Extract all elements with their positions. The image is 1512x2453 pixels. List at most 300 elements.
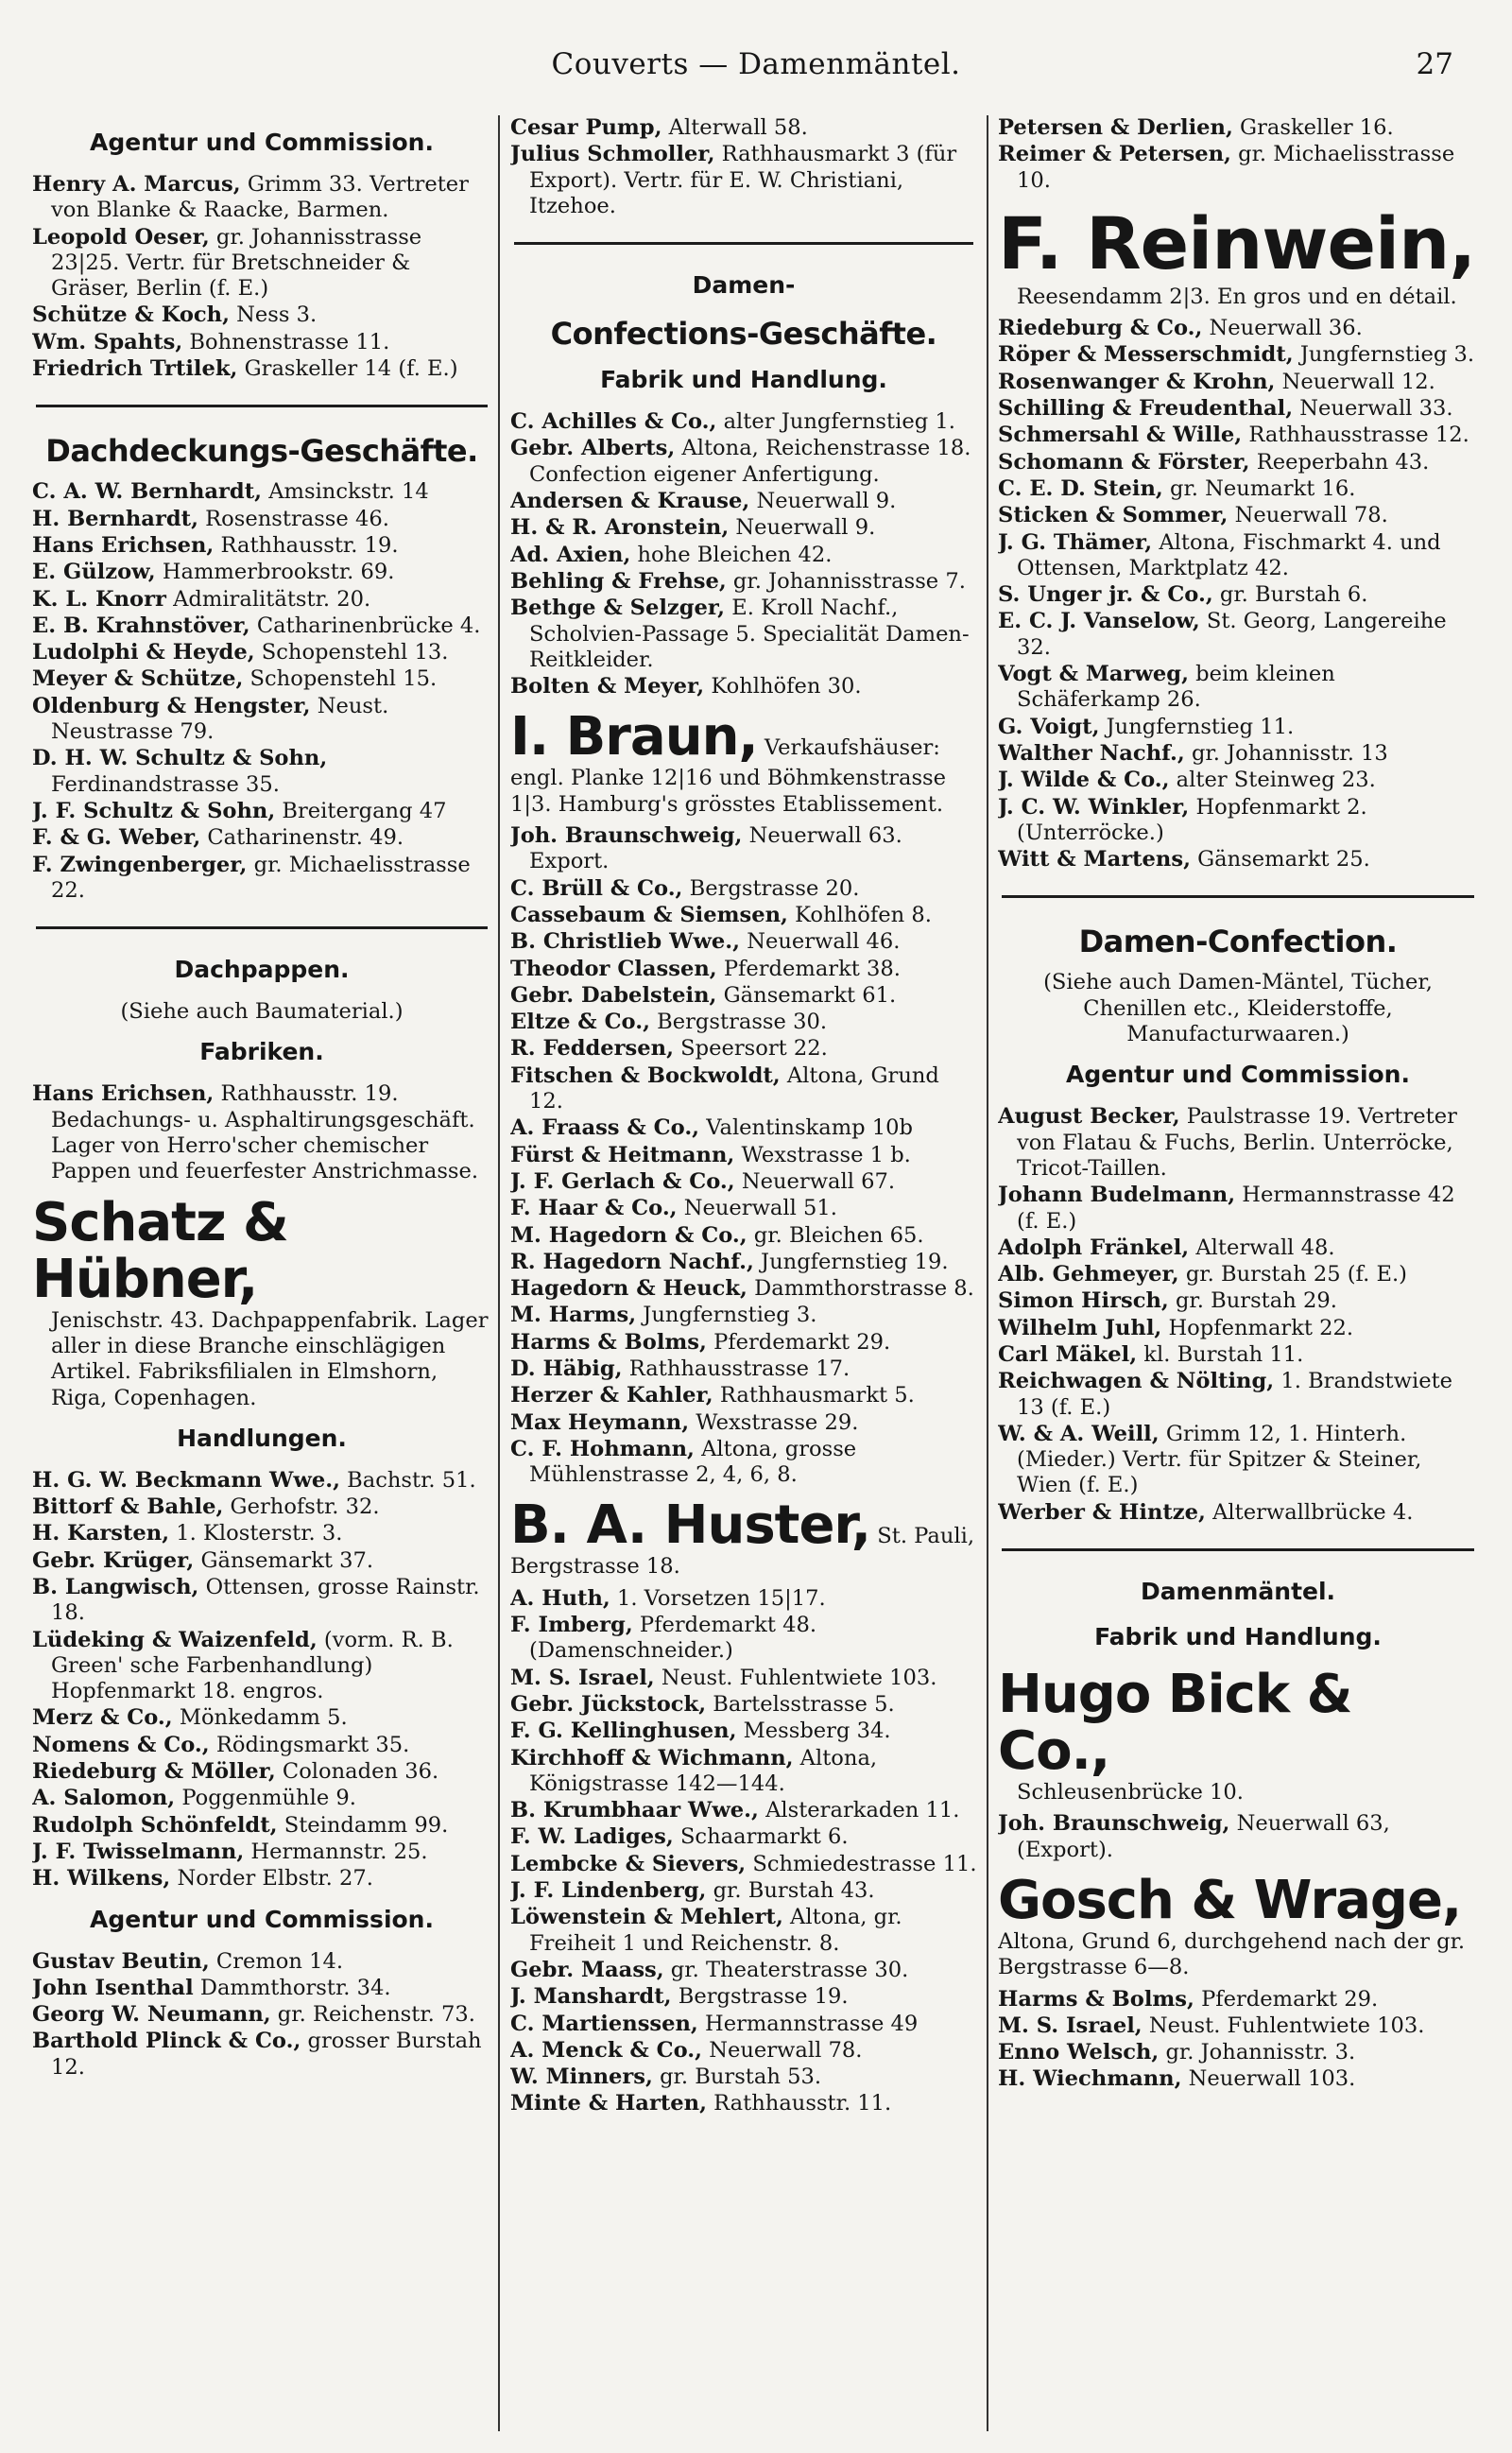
firm-address: gr. Reichenstr. 73. bbox=[270, 2002, 475, 2028]
advertiser-name: F. Reinwein, bbox=[998, 200, 1476, 285]
firm-address: Rathhausstr. 19. Bedachungs- u. Asphaltirungsgeschäft. Lager von Herro'scher chemischer Pappen und feuerfester Anstrichmasse. bbox=[51, 1081, 479, 1184]
section-rule bbox=[36, 926, 488, 929]
directory-entry bbox=[32, 172, 491, 224]
firm-name: Ludolphi & Heyde, bbox=[32, 640, 255, 665]
firm-address: Bergstrasse 19. bbox=[671, 1984, 849, 2010]
directory-entry bbox=[32, 1759, 491, 1785]
advertiser-name: I. Braun, bbox=[510, 706, 758, 769]
firm-name: Alb. Gehmeyer, bbox=[998, 1262, 1179, 1287]
firm-name: M. S. Israel, bbox=[510, 1665, 655, 1690]
firm-address: Rathhausmarkt 5. bbox=[713, 1383, 915, 1408]
firm-address: 1. Vorsetzen 15|17. bbox=[610, 1585, 826, 1611]
directory-entry bbox=[32, 356, 491, 382]
firm-name: C. E. D. Stein, bbox=[998, 475, 1163, 501]
firm-address: Ness 3. bbox=[229, 302, 318, 328]
directory-entry bbox=[32, 666, 491, 692]
firm-address: Schopenstehl 15. bbox=[243, 666, 438, 692]
advertiser-name: B. A. Huster, bbox=[510, 1494, 871, 1557]
directory-entry bbox=[998, 1422, 1478, 1499]
firm-address: Dammthorstrasse 8. bbox=[747, 1276, 974, 1302]
firm-name: A. Fraass & Co., bbox=[510, 1115, 700, 1141]
firm-address: Hammerbrookstr. 69. bbox=[155, 560, 395, 585]
firm-address: Altona, grosse Mühlenstrasse 2, 4, 6, 8. bbox=[529, 1436, 857, 1488]
firm-address: Admiralitätstr. 20. bbox=[165, 586, 371, 612]
advertiser-name: Schatz & Hübner, bbox=[32, 1191, 288, 1310]
directory-entry bbox=[510, 1356, 977, 1382]
directory-entry bbox=[510, 929, 977, 955]
firm-address: Hopfenmarkt 2. (Unterröcke.) bbox=[1017, 794, 1367, 845]
firm-address: Rathhausstrasse 12. bbox=[1242, 423, 1469, 448]
directory-entry bbox=[510, 1196, 977, 1221]
directory-entry bbox=[510, 1824, 977, 1850]
firm-address: Gänsemarkt 37. bbox=[194, 1547, 374, 1573]
directory-entry bbox=[32, 694, 491, 746]
display-advertisement bbox=[510, 706, 977, 818]
directory-entry bbox=[998, 142, 1478, 194]
directory-entry bbox=[510, 1410, 977, 1436]
firm-name: A. Huth, bbox=[510, 1585, 610, 1611]
advertiser-details: Jenischstr. 43. Dachpappenfabrik. Lager aller in diese Branche einschlägigen Artikel. Fabriksfilialen in Elmshorn, Riga, Copenhagen. bbox=[51, 1307, 489, 1410]
firm-name: Eltze & Co., bbox=[510, 1010, 650, 1035]
section-heading: Fabrik und Handlung. bbox=[600, 366, 887, 394]
firm-name: Adolph Fränkel, bbox=[998, 1235, 1190, 1260]
directory-entry bbox=[510, 1586, 977, 1612]
firm-name: Georg W. Neumann, bbox=[32, 2002, 271, 2028]
firm-address: gr. Burstah 25 (f. E.) bbox=[1178, 1262, 1407, 1287]
firm-address: Neuerwall 78. bbox=[1228, 503, 1388, 528]
directory-entry bbox=[998, 1183, 1478, 1235]
advertiser-details: Reesendamm 2|3. En gros und en détail. bbox=[1017, 284, 1457, 309]
firm-name: Hans Erichsen, bbox=[32, 1081, 215, 1107]
directory-entry bbox=[510, 569, 977, 595]
section-heading: Agentur und Commission. bbox=[90, 129, 434, 156]
firm-address: Neuerwall 12. bbox=[1275, 369, 1435, 394]
firm-name: Julius Schmoller, bbox=[510, 142, 715, 167]
cross-reference-note: (Siehe auch Baumaterial.) bbox=[120, 999, 404, 1025]
column-1 bbox=[32, 115, 491, 2431]
firm-name: Röper & Messerschmidt, bbox=[998, 342, 1294, 368]
firm-name: J. C. W. Winkler, bbox=[998, 794, 1190, 820]
firm-address: Schaarmarkt 6. bbox=[673, 1824, 849, 1850]
firm-name: Joh. Braunschweig, bbox=[510, 823, 743, 849]
directory-entry bbox=[510, 1010, 977, 1035]
directory-entry bbox=[32, 479, 491, 505]
directory-entry bbox=[32, 225, 491, 302]
display-advertisement bbox=[510, 1494, 977, 1580]
firm-address: Wexstrasse 1 b. bbox=[734, 1142, 911, 1167]
firm-address: Colonaden 36. bbox=[275, 1759, 439, 1785]
firm-name: D. H. W. Schultz & Sohn, bbox=[32, 746, 328, 771]
firm-name: Andersen & Krause, bbox=[510, 489, 750, 514]
firm-address: Bachstr. 51. bbox=[339, 1467, 476, 1493]
firm-name: Behling & Frehse, bbox=[510, 568, 727, 594]
firm-name: J. Manshardt, bbox=[510, 1984, 672, 2010]
directory-entry bbox=[510, 1437, 977, 1489]
firm-address: Neuerwall 67. bbox=[734, 1168, 896, 1194]
firm-address: Altona, Fischmarkt 4. und Ottensen, Marktplatz 42. bbox=[1017, 529, 1441, 580]
section-heading: Agentur und Commission. bbox=[1066, 1061, 1410, 1089]
firm-name: Reichwagen & Nölting, bbox=[998, 1369, 1275, 1394]
firm-name: Witt & Martens, bbox=[998, 847, 1191, 872]
firm-name: Leopold Oeser, bbox=[32, 224, 210, 250]
directory-entry bbox=[510, 903, 977, 928]
firm-name: Rosenwanger & Krohn, bbox=[998, 369, 1276, 394]
directory-entry bbox=[998, 530, 1478, 582]
firm-name: Max Heymann, bbox=[510, 1409, 690, 1435]
firm-name: Ad. Axien, bbox=[510, 542, 631, 567]
firm-name: F. Haar & Co., bbox=[510, 1196, 678, 1221]
directory-entry bbox=[998, 342, 1478, 368]
firm-name: Bittorf & Bahle, bbox=[32, 1494, 224, 1520]
advertiser-details: St. Pauli, Bergstrasse 18. bbox=[510, 1524, 975, 1580]
directory-entry bbox=[998, 2013, 1478, 2039]
firm-address: gr. Burstah 29. bbox=[1168, 1288, 1337, 1314]
firm-name: E. Gülzow, bbox=[32, 560, 156, 585]
section-heading: Agentur und Commission. bbox=[90, 1905, 434, 1933]
section-heading: Damen- bbox=[692, 271, 796, 300]
directory-entry bbox=[998, 715, 1478, 740]
firm-address: Neuerwall 46. bbox=[740, 929, 901, 955]
advertiser-name: Hugo Bick & Co., bbox=[998, 1664, 1352, 1783]
firm-address: Rathhausstrasse 17. bbox=[622, 1356, 850, 1381]
column-2 bbox=[510, 115, 977, 2431]
firm-address: Rathhausmarkt 3 (für Export). Vertr. für E. W. Christiani, Itzehoe. bbox=[529, 142, 957, 218]
firm-address: Breitergang 47 bbox=[275, 798, 447, 823]
section-heading: Confections-Geschäfte. bbox=[550, 316, 937, 353]
firm-name: Riedeburg & Möller, bbox=[32, 1759, 276, 1785]
firm-address: gr. Neumarkt 16. bbox=[1162, 475, 1356, 501]
section-rule bbox=[1002, 895, 1474, 898]
firm-address: gr. Johannisstr. 3. bbox=[1159, 2040, 1356, 2065]
firm-name: Henry A. Marcus, bbox=[32, 172, 241, 197]
directory-entry bbox=[998, 1811, 1478, 1863]
firm-address: Gänsemarkt 25. bbox=[1190, 847, 1370, 872]
directory-entry bbox=[510, 983, 977, 1009]
firm-name: Schmersahl & Wille, bbox=[998, 423, 1243, 448]
display-advertisement bbox=[998, 1664, 1478, 1805]
page-number: 27 bbox=[1416, 47, 1453, 81]
firm-address: Alterwallbrücke 4. bbox=[1205, 1499, 1414, 1525]
firm-name: Sticken & Sommer, bbox=[998, 503, 1228, 528]
directory-entry bbox=[32, 853, 491, 905]
firm-address: Jungfernstieg 3. bbox=[1293, 342, 1475, 368]
firm-address: Kohlhöfen 8. bbox=[787, 902, 932, 927]
firm-address: Neuerwall 33. bbox=[1293, 396, 1453, 422]
firm-address: Neuerwall 9. bbox=[749, 489, 897, 514]
firm-name: H. & R. Aronstein, bbox=[510, 515, 730, 541]
firm-address: Catharinenstr. 49. bbox=[200, 825, 404, 851]
directory-entry bbox=[510, 515, 977, 541]
firm-name: Wm. Spahts, bbox=[32, 329, 183, 354]
directory-entry bbox=[998, 1342, 1478, 1368]
firm-address: Jungfernstieg 19. bbox=[753, 1249, 949, 1274]
firm-address: Amsinckstr. 14 bbox=[262, 479, 429, 505]
section-heading: Fabriken. bbox=[199, 1038, 324, 1066]
firm-name: Walther Nachf., bbox=[998, 740, 1185, 766]
section-heading: Damen-Confection. bbox=[1078, 924, 1398, 960]
firm-name: Kirchhoff & Wichmann, bbox=[510, 1745, 794, 1771]
directory-entry bbox=[510, 1169, 977, 1195]
directory-entry bbox=[998, 370, 1478, 395]
firm-address: Alterwall 48. bbox=[1189, 1235, 1335, 1260]
firm-address: Cremon 14. bbox=[209, 1948, 344, 1974]
directory-entry bbox=[510, 674, 977, 700]
firm-name: Schomann & Förster, bbox=[998, 449, 1250, 475]
directory-entry bbox=[998, 2066, 1478, 2092]
firm-name: Gebr. Alberts, bbox=[510, 436, 676, 461]
firm-address: Altona, Reichenstrasse 18. Confection eigener Anfertigung. bbox=[529, 436, 971, 487]
firm-address: Poggenmühle 9. bbox=[175, 1786, 356, 1811]
directory-entry bbox=[32, 560, 491, 585]
directory-entry bbox=[510, 1143, 977, 1168]
directory-entry bbox=[32, 613, 491, 639]
advertiser-details: Altona, Grund 6, durchgehend nach der gr. Bergstrasse 6—8. bbox=[998, 1928, 1466, 1980]
firm-name: F. Zwingenberger, bbox=[32, 852, 248, 877]
firm-address: 1. Brandstwiete 13 (f. E.) bbox=[1017, 1369, 1453, 1420]
firm-address: Pferdemarkt 29. bbox=[1194, 1986, 1379, 2012]
directory-entry bbox=[510, 543, 977, 568]
firm-address: gr. Burstah 53. bbox=[652, 2064, 821, 2090]
directory-entry bbox=[32, 1813, 491, 1839]
running-head bbox=[0, 43, 1512, 91]
page-title: Couverts — Damenmäntel. bbox=[551, 47, 961, 81]
firm-address: Bartelsstrasse 5. bbox=[706, 1691, 895, 1717]
firm-name: M. Harms, bbox=[510, 1303, 637, 1328]
directory-entry bbox=[510, 957, 977, 982]
directory-entry bbox=[510, 1798, 977, 1823]
firm-name: Harms & Bolms, bbox=[998, 1986, 1194, 2012]
directory-entry bbox=[32, 1468, 491, 1494]
firm-name: F. Imberg, bbox=[510, 1613, 633, 1638]
directory-entry bbox=[998, 1235, 1478, 1261]
firm-address: St. Georg, Langereihe 32. bbox=[1017, 609, 1447, 660]
cross-reference-note: (Siehe auch Damen-Mäntel, Tücher, Chenillen etc., Kleiderstoffe, Manufacturwaaren.) bbox=[1043, 970, 1433, 1047]
firm-name: Johann Budelmann, bbox=[998, 1183, 1236, 1208]
directory-entry bbox=[32, 1949, 491, 1975]
firm-address: Pferdemarkt 38. bbox=[716, 956, 901, 981]
directory-entry bbox=[998, 768, 1478, 793]
firm-name: J. F. Twisselmann, bbox=[32, 1839, 245, 1864]
firm-name: C. Brüll & Co., bbox=[510, 875, 683, 901]
firm-address: gr. Johannisstrasse 23|25. Vertr. für Bretschneider & Gräser, Berlin (f. E.) bbox=[51, 224, 422, 302]
firm-address: Hermannstrasse 49 bbox=[697, 2011, 919, 2036]
firm-address: gr. Theaterstrasse 30. bbox=[663, 1957, 909, 1982]
firm-address: gr. Bleichen 65. bbox=[747, 1222, 924, 1248]
firm-address: Grimm 12, 1. Hinterh. (Mieder.) Vertr. für Spitzer & Steiner, Wien (f. E.) bbox=[1017, 1421, 1422, 1498]
firm-address: Neuerwall 36. bbox=[1202, 316, 1363, 341]
directory-entry bbox=[510, 1719, 977, 1744]
display-advertisement bbox=[998, 200, 1478, 310]
firm-name: A. Menck & Co., bbox=[510, 2037, 703, 2063]
firm-name: Werber & Hintze, bbox=[998, 1499, 1206, 1525]
firm-name: C. F. Hohmann, bbox=[510, 1436, 695, 1461]
directory-entry bbox=[510, 1984, 977, 2010]
directory-entry bbox=[32, 746, 491, 798]
advertiser-details-block bbox=[998, 1780, 1478, 1805]
directory-entry bbox=[510, 1276, 977, 1302]
firm-name: W. & A. Weill, bbox=[998, 1421, 1160, 1446]
firm-name: H. Karsten, bbox=[32, 1521, 170, 1546]
firm-name: Hagedorn & Heuck, bbox=[510, 1276, 747, 1302]
directory-entry bbox=[998, 1987, 1478, 2012]
directory-entry bbox=[32, 640, 491, 665]
firm-address: grosser Burstah 12. bbox=[51, 2029, 482, 2080]
directory-entry bbox=[510, 1250, 977, 1275]
firm-name: Vogt & Marweg, bbox=[998, 662, 1189, 687]
firm-address: Norder Elbstr. 27. bbox=[170, 1866, 373, 1892]
directory-entry bbox=[998, 115, 1478, 141]
firm-name: R. Hagedorn Nachf., bbox=[510, 1249, 754, 1274]
firm-name: J. F. Gerlach & Co., bbox=[510, 1168, 735, 1194]
directory-entry bbox=[998, 741, 1478, 767]
directory-entry bbox=[510, 1958, 977, 1983]
directory-entry bbox=[998, 609, 1478, 661]
directory-entry bbox=[510, 436, 977, 488]
firm-address: Speersort 22. bbox=[673, 1036, 828, 1062]
column-divider bbox=[498, 115, 500, 2431]
directory-entry bbox=[32, 507, 491, 532]
firm-address: Ferdinandstrasse 35. bbox=[51, 771, 280, 797]
firm-name: Simon Hirsch, bbox=[998, 1288, 1169, 1314]
firm-address: Ottensen, grosse Rainstr. 18. bbox=[51, 1574, 480, 1626]
directory-entry bbox=[510, 409, 977, 435]
firm-name: H. Wilkens, bbox=[32, 1866, 171, 1892]
directory-entry bbox=[32, 1521, 491, 1546]
directory-entry bbox=[32, 1494, 491, 1520]
firm-name: J. F. Lindenberg, bbox=[510, 1878, 707, 1904]
directory-entry bbox=[510, 1852, 977, 1877]
directory-entry bbox=[998, 662, 1478, 714]
firm-name: J. Wilde & Co., bbox=[998, 768, 1170, 793]
directory-entry bbox=[510, 1303, 977, 1328]
section-heading: Handlungen. bbox=[177, 1424, 347, 1452]
directory-entry bbox=[510, 2038, 977, 2064]
directory-entry bbox=[32, 1575, 491, 1627]
firm-name: Wilhelm Juhl, bbox=[998, 1315, 1162, 1340]
firm-address: Dammthorstr. 34. bbox=[193, 1975, 391, 2000]
firm-address: Grimm 33. Vertreter von Blanke & Raacke, Barmen. bbox=[51, 172, 469, 223]
firm-name: F. & G. Weber, bbox=[32, 825, 201, 851]
directory-entry bbox=[32, 587, 491, 613]
firm-address: Neust. Neustrasse 79. bbox=[51, 693, 389, 745]
firm-name: Cesar Pump, bbox=[510, 115, 662, 140]
firm-address: Pferdemarkt 48. (Damenschneider.) bbox=[529, 1613, 817, 1664]
advertiser-details: Schleusenbrücke 10. bbox=[1017, 1780, 1244, 1805]
firm-address: gr. Johannisstrasse 7. bbox=[726, 568, 966, 594]
firm-name: G. Voigt, bbox=[998, 714, 1100, 739]
firm-name: H. G. W. Beckmann Wwe., bbox=[32, 1467, 340, 1493]
firm-address: Neust. Fuhlentwiete 103. bbox=[654, 1665, 937, 1690]
firm-address: (vorm. R. B. Green' sche Farbenhandlung) Hopfenmarkt 18. engros. bbox=[51, 1627, 454, 1704]
firm-address: Altona, Grund 12. bbox=[529, 1062, 939, 1114]
firm-address: Catharinenbrücke 4. bbox=[249, 613, 481, 638]
firm-name: Bolten & Meyer, bbox=[510, 674, 705, 700]
firm-name: M. Hagedorn & Co., bbox=[510, 1222, 747, 1248]
firm-address: alter Steinweg 23. bbox=[1169, 768, 1376, 793]
firm-address: Alterwall 58. bbox=[662, 115, 808, 140]
column-divider bbox=[987, 115, 988, 2431]
firm-name: Friedrich Trtilek, bbox=[32, 356, 238, 382]
firm-name: J. G. Thämer, bbox=[998, 529, 1153, 555]
firm-address: Neust. Fuhlentwiete 103. bbox=[1142, 2012, 1425, 2038]
firm-address: gr. Johannisstr. 13 bbox=[1184, 740, 1388, 766]
firm-address: Pferdemarkt 29. bbox=[706, 1329, 891, 1355]
section-heading: Dachpappen. bbox=[174, 956, 350, 984]
firm-address: gr. Michaelisstrasse 10. bbox=[1017, 142, 1455, 193]
firm-name: H. Bernhardt, bbox=[32, 506, 198, 531]
section-heading: Fabrik und Handlung. bbox=[1094, 1623, 1382, 1651]
directory-entry bbox=[32, 1866, 491, 1892]
firm-address: E. Kroll Nachf., Scholvien-Passage 5. Specialität Damen-Reitkleider. bbox=[529, 596, 970, 672]
display-advertisement bbox=[998, 1869, 1478, 1981]
display-advertisement bbox=[32, 1191, 491, 1411]
directory-entry bbox=[510, 1223, 977, 1249]
firm-name: E. C. J. Vanselow, bbox=[998, 609, 1200, 634]
firm-address: Neuerwall 51. bbox=[677, 1196, 837, 1221]
firm-name: Herzer & Kahler, bbox=[510, 1383, 713, 1408]
firm-name: J. F. Schultz & Sohn, bbox=[32, 798, 276, 823]
firm-name: E. B. Krahnstöver, bbox=[32, 613, 250, 638]
firm-name: F. G. Kellinghusen, bbox=[510, 1719, 737, 1744]
firm-name: Gebr. Jückstock, bbox=[510, 1691, 707, 1717]
directory-entry bbox=[998, 1288, 1478, 1314]
section-rule bbox=[36, 405, 488, 407]
firm-address: Gerhofstr. 32. bbox=[223, 1494, 380, 1520]
directory-entry bbox=[32, 1733, 491, 1758]
directory-entry bbox=[32, 1705, 491, 1731]
directory-entry bbox=[32, 825, 491, 851]
firm-name: Oldenburg & Hengster, bbox=[32, 693, 311, 718]
firm-address: 1. Klosterstr. 3. bbox=[169, 1521, 343, 1546]
directory-entry bbox=[510, 1878, 977, 1904]
firm-name: C. Achilles & Co., bbox=[510, 409, 717, 435]
firm-address: Valentinskamp 10b bbox=[699, 1115, 913, 1141]
directory-entry bbox=[510, 596, 977, 673]
firm-address: Neuerwall 63, (Export). bbox=[1017, 1811, 1390, 1862]
firm-name: S. Unger jr. & Co., bbox=[998, 582, 1213, 608]
firm-name: Fitschen & Bockwoldt, bbox=[510, 1062, 781, 1088]
directory-entry bbox=[510, 1115, 977, 1141]
firm-address: gr. Michaelisstrasse 22. bbox=[51, 852, 471, 903]
firm-name: Löwenstein & Mehlert, bbox=[510, 1905, 783, 1930]
directory-entry bbox=[510, 876, 977, 902]
firm-name: Petersen & Derlien, bbox=[998, 115, 1233, 140]
firm-address: Altona, Königstrasse 142—144. bbox=[529, 1745, 878, 1796]
directory-entry bbox=[998, 795, 1478, 847]
firm-address: Jungfernstieg 3. bbox=[636, 1303, 817, 1328]
firm-name: Cassebaum & Siemsen, bbox=[510, 902, 788, 927]
firm-name: Hans Erichsen, bbox=[32, 532, 215, 558]
directory-entry bbox=[998, 582, 1478, 608]
directory-entry bbox=[998, 847, 1478, 872]
firm-name: John Isenthal bbox=[32, 1975, 194, 2000]
firm-address: Hermannstrasse 42 (f. E.) bbox=[1017, 1183, 1455, 1234]
directory-entry bbox=[510, 1036, 977, 1062]
firm-address: Wexstrasse 29. bbox=[689, 1409, 859, 1435]
firm-name: Lüdeking & Waizenfeld, bbox=[32, 1627, 318, 1652]
directory-entry bbox=[510, 1383, 977, 1408]
firm-name: August Becker, bbox=[998, 1104, 1180, 1130]
directory-entry bbox=[32, 330, 491, 355]
firm-address: Alsterarkaden 11. bbox=[758, 1798, 960, 1823]
firm-address: Hermannstr. 25. bbox=[244, 1839, 428, 1864]
directory-entry bbox=[998, 1316, 1478, 1341]
firm-name: B. Langwisch, bbox=[32, 1574, 199, 1599]
firm-name: H. Wiechmann, bbox=[998, 2066, 1182, 2092]
firm-address: Neuerwall 103. bbox=[1181, 2066, 1356, 2092]
directory-entry bbox=[32, 1976, 491, 2001]
directory-entry bbox=[32, 1628, 491, 1705]
